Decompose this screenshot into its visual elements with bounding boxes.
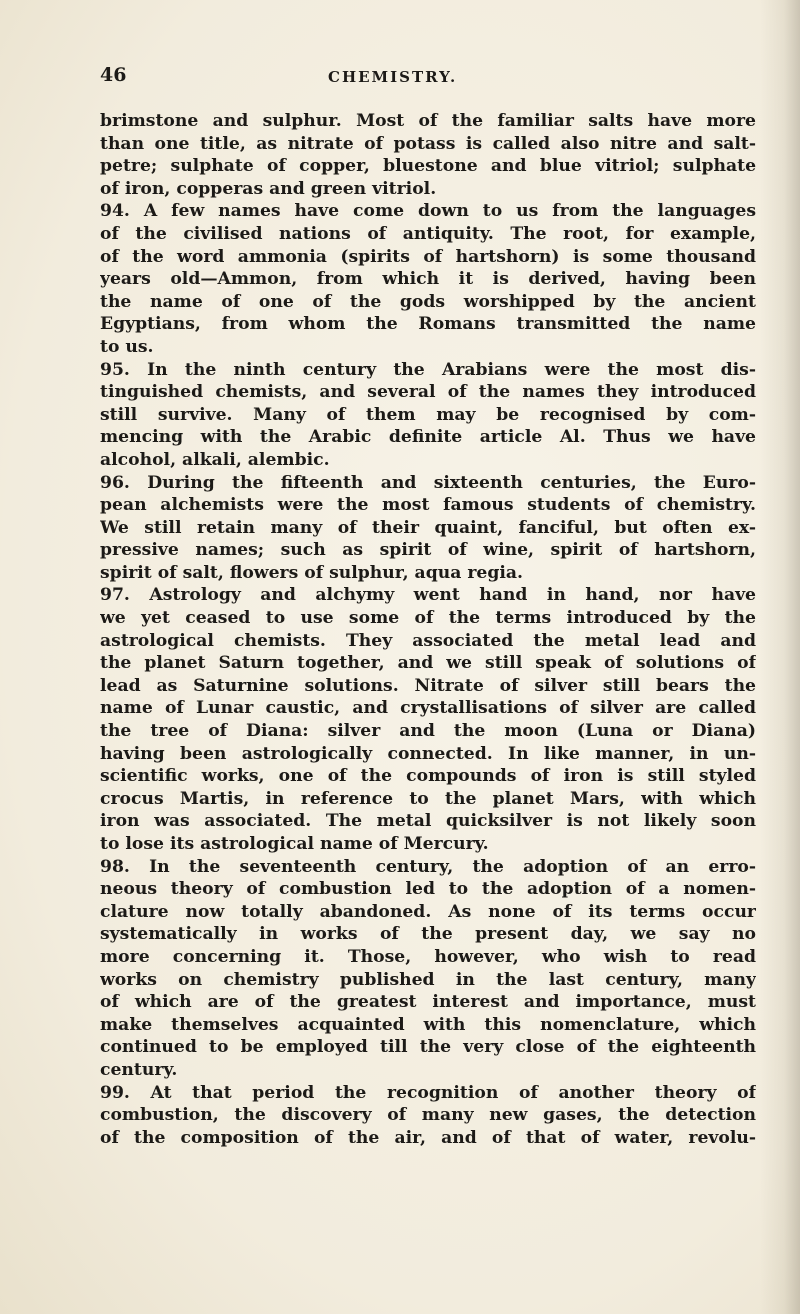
text-line: 95. In the ninth century the Arabians were the most dis- (100, 359, 756, 380)
text-line: petre; sulphate of copper, bluestone and blue vitriol; sulphate (100, 156, 756, 177)
text-line: spirit of salt, flowers of sulphur, aqua regia. (100, 562, 523, 583)
text-line: the planet Saturn together, and we still speak of solutions of (100, 653, 756, 674)
text-line: pean alchemists were the most famous students of chemistry. (100, 495, 756, 516)
text-line: iron was associated. The metal quicksilver is not likely soon (100, 811, 756, 832)
text-line: of which are of the greatest interest and importance, must (100, 992, 756, 1013)
text-line: name of Lunar caustic, and crystallisations of silver are called (100, 698, 756, 719)
text-line: 98. In the seventeenth century, the adoption of an erro- (100, 856, 756, 877)
text-line: clature now totally abandoned. As none of its terms occur (100, 901, 756, 922)
text-line: crocus Martis, in reference to the planet Mars, with which (100, 788, 756, 809)
page-header (100, 62, 760, 92)
text-line: 99. At that period the recognition of another theory of (100, 1082, 756, 1103)
text-line: scientific works, one of the compounds of iron is still styled (100, 766, 756, 787)
text-line: of the word ammonia (spirits of hartshorn) is some thousand (100, 246, 756, 267)
text-line: the tree of Diana: silver and the moon (Luna or Diana) (100, 721, 756, 742)
text-line: of the civilised nations of antiquity. The root, for example, (100, 223, 756, 244)
text-line: to lose its astrological name of Mercury. (100, 834, 489, 854)
text-line: brimstone and sulphur. Most of the familiar salts have more (100, 111, 756, 131)
text-line: works on chemistry published in the last century, many (100, 969, 756, 990)
page-number: 46 (100, 64, 127, 86)
text-line: lead as Saturnine solutions. Nitrate of silver still bears the (100, 675, 756, 696)
text-line: years old—Ammon, from which it is derived, having been (100, 269, 756, 290)
text-line: 96. During the fifteenth and sixteenth centuries, the Euro- (100, 472, 756, 493)
text-line: systematically in works of the present day, we say no (100, 924, 756, 945)
running-head: CHEMISTRY. (328, 68, 458, 86)
text-line: of iron, copperas and green vitriol. (100, 178, 437, 199)
text-line: century. (100, 1059, 178, 1080)
text-line: mencing with the Arabic definite article Al. Thus we have (100, 427, 756, 448)
text-line: 94. A few names have come down to us from the languages (100, 201, 756, 222)
text-line: the name of one of the gods worshipped by the ancient (100, 291, 756, 312)
text-line: to us. (100, 336, 154, 357)
text-line: still survive. Many of them may be recognised by com- (100, 404, 756, 425)
text-line: more concerning it. Those, however, who wish to read (100, 946, 756, 967)
text-line: we yet ceased to use some of the terms introduced by the (100, 608, 756, 629)
text-line: having been astrologically connected. In like manner, in un- (100, 743, 756, 764)
text-line: of the composition of the air, and of that of water, revolu- (100, 1127, 756, 1148)
text-line: astrological chemists. They associated the metal lead and (100, 630, 756, 651)
text-line: make themselves acquainted with this nomenclature, which (100, 1014, 756, 1035)
text-line: pressive names; such as spirit of wine, spirit of hartshorn, (100, 540, 756, 561)
body-text (100, 110, 756, 1149)
text-line: tinguished chemists, and several of the names they introduced (100, 382, 756, 403)
text-line: combustion, the discovery of many new gases, the detection (100, 1105, 756, 1126)
page-edge-shadow (760, 0, 800, 1314)
text-line: 97. Astrology and alchymy went hand in hand, nor have (100, 585, 756, 606)
text-line: continued to be employed till the very close of the eighteenth (100, 1037, 756, 1058)
text-line: We still retain many of their quaint, fanciful, but often ex- (100, 517, 756, 538)
text-line: neous theory of combustion led to the adoption of a nomen- (100, 879, 756, 900)
text-line: than one title, as nitrate of potass is called also nitre and salt- (100, 133, 756, 154)
text-line: Egyptians, from whom the Romans transmitted the name (100, 314, 756, 335)
text-line: alcohol, alkali, alembic. (100, 449, 330, 470)
